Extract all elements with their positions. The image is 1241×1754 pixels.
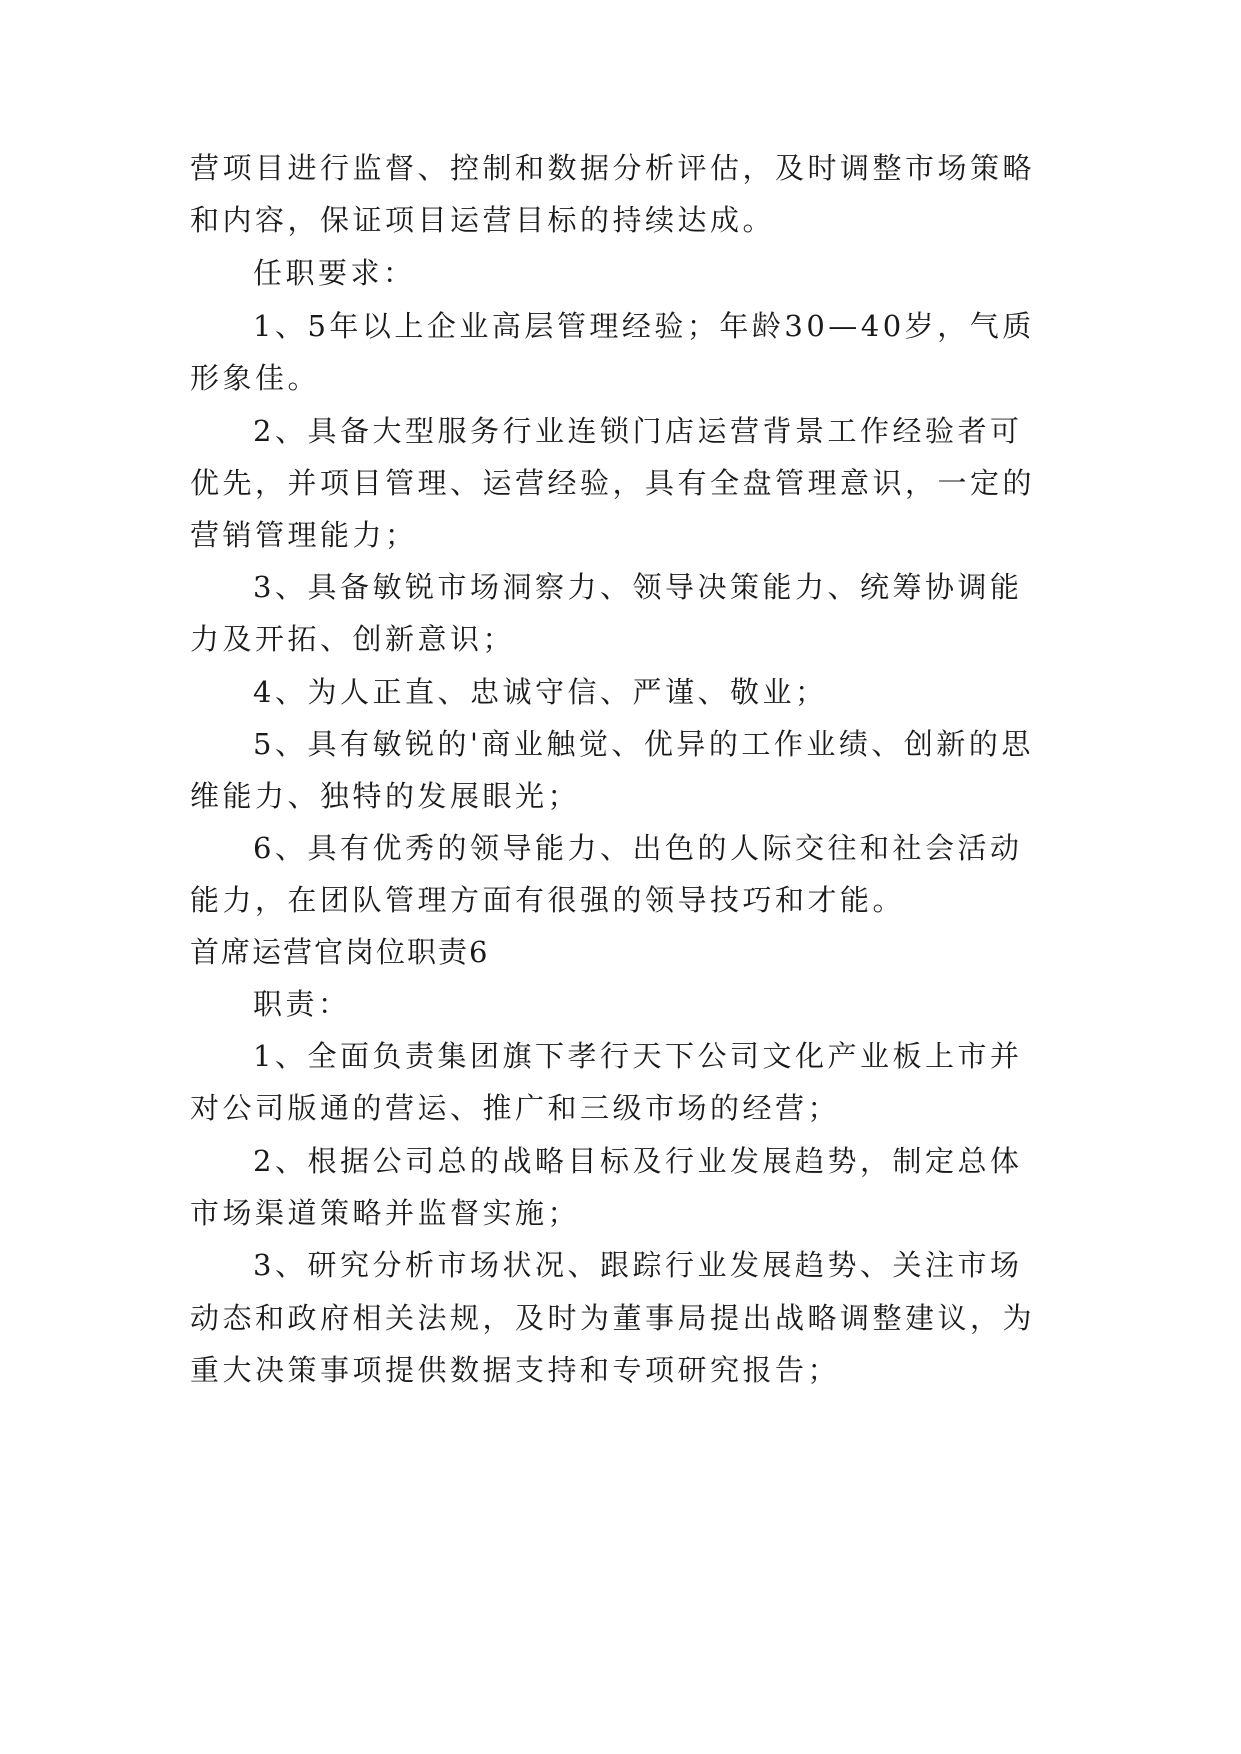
paragraph-line: 营项目进行监督、控制和数据分析评估，及时调整市场策略: [190, 151, 1036, 185]
paragraph-line: 能力，在团队管理方面有很强的领导技巧和才能。: [190, 883, 906, 917]
paragraph-line: 对公司版通的营运、推广和三级市场的经营；: [190, 1091, 841, 1125]
list-item: 4、为人正直、忠诚守信、严谨、敬业；: [253, 675, 828, 709]
list-item: 2、根据公司总的战略目标及行业发展趋势，制定总体: [253, 1144, 1023, 1178]
list-item: 6、具有优秀的领导能力、出色的人际交往和社会活动: [253, 831, 1023, 865]
paragraph-line: 优先，并项目管理、运营经验，具有全盘管理意识，一定的: [190, 466, 1036, 500]
section-label: 职责：: [253, 987, 351, 1021]
list-item: 5、具有敏锐的'商业触觉、优异的工作业绩、创新的思: [253, 727, 1034, 761]
paragraph-line: 市场渠道策略并监督实施；: [190, 1196, 581, 1230]
paragraph-line: 形象佳。: [190, 361, 321, 395]
paragraph-line: 动态和政府相关法规，及时为董事局提出战略调整建议，为: [190, 1301, 1036, 1335]
paragraph-line: 维能力、独特的发展眼光；: [190, 779, 581, 813]
section-label: 任职要求：: [253, 256, 416, 290]
paragraph-line: 力及开拓、创新意识；: [190, 622, 516, 656]
list-item: 1、5年以上企业高层管理经验；年龄30—40岁，气质: [253, 309, 1035, 343]
paragraph-line: 重大决策事项提供数据支持和专项研究报告；: [190, 1353, 841, 1387]
section-heading: 首席运营官岗位职责6: [190, 935, 490, 969]
list-item: 1、全面负责集团旗下孝行天下公司文化产业板上市并: [253, 1039, 1023, 1073]
list-item: 2、具备大型服务行业连锁门店运营背景工作经验者可: [253, 414, 1023, 448]
list-item: 3、研究分析市场状况、跟踪行业发展趋势、关注市场: [253, 1248, 1023, 1282]
list-item: 3、具备敏锐市场洞察力、领导决策能力、统筹协调能: [253, 570, 1023, 604]
paragraph-line: 营销管理能力；: [190, 518, 418, 552]
paragraph-line: 和内容，保证项目运营目标的持续达成。: [190, 203, 776, 237]
